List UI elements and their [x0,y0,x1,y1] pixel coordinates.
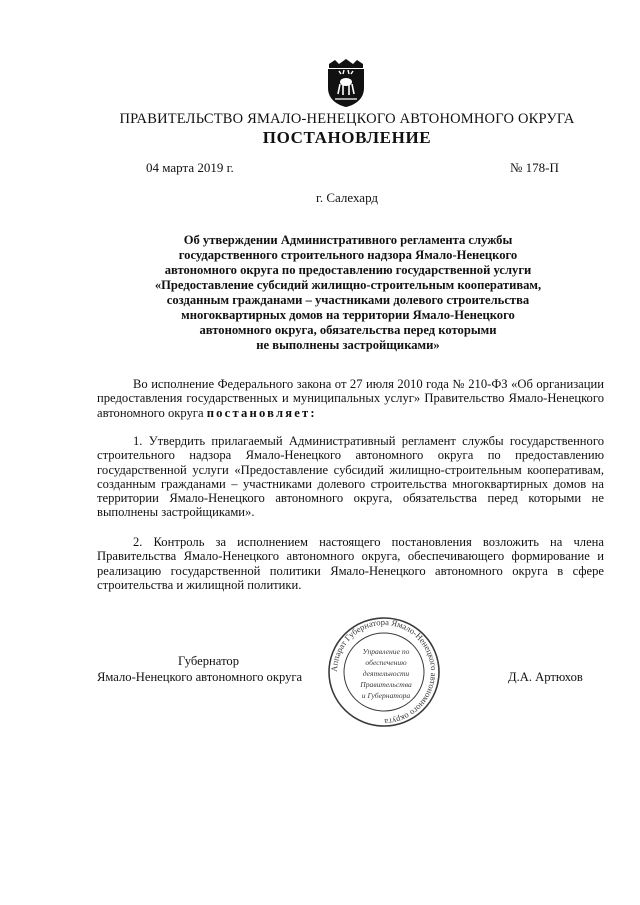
document-number: № 178-П [510,160,559,175]
seal-inner-line: Правительства [360,680,412,689]
title-line: созданным гражданами – участниками долевого строительства [166,293,530,307]
title-line: государственного строительного надзора Ямало-Ненецкого [178,248,518,262]
coat-of-arms [325,58,367,108]
title-line: многоквартирных домов на территории Ямало-Ненецкого [181,308,515,322]
document-type: ПОСТАНОВЛЕНИЕ [262,128,432,147]
title-line: автономного округа по предоставлению государственной услуги [164,263,532,277]
seal-inner-line: и Губернатора [361,691,411,700]
signatory-role: Губернатор [178,654,239,668]
signatory-name: Д.А. Артюхов [508,670,583,684]
title-line: автономного округа, обязательства перед которыми [199,323,497,337]
item-1-paragraph: 1. Утвердить прилагаемый Административный регламент службы государственного строительного надзора Ямало-Ненецкого автономного округа по предоставлению государственной услуги «Предоставление субсидий жилищно-строительным кооперативам, созданным гражданами – участниками долевого строительства многоквартирных домов на территории Ямало-Ненецкого автономного округа, обязательства перед которыми не выполнены застройщиками». [97,434,604,520]
document-title [118,233,578,353]
seal-outer-text: Аппарат Губернатора Ямало-Ненецкого автономного округа [328,616,440,728]
seal-inner-line: Управление по [362,647,410,656]
seal-inner-line: обеспечению [365,658,407,667]
title-line: не выполнены застройщиками» [256,338,440,352]
coat-of-arms-icon [325,58,367,108]
issuing-authority: ПРАВИТЕЛЬСТВО ЯМАЛО-НЕНЕЦКОГО АВТОНОМНОГО ОКРУГА [119,111,575,127]
seal-inner-line: деятельности [362,669,410,678]
preamble-text: Во исполнение Федерального закона от 27 июля 2010 года № 210-ФЗ «Об организации предоставления государственных и муниципальных услуг» Правительство Ямало-Ненецкого автономного округа [97,377,604,420]
document-date: 04 марта 2019 г. [146,160,234,175]
signatory-region: Ямало-Ненецкого автономного округа [97,670,303,684]
preamble-paragraph [97,377,604,420]
title-line: Об утверждении Административного регламента службы [183,233,513,247]
title-line: «Предоставление субсидий жилищно-строительным кооперативам, [154,278,542,292]
official-seal [324,614,444,730]
decree-word: постановляет: [206,405,317,420]
seal-icon [324,614,444,730]
document-city: г. Салехард [315,190,379,205]
item-2-paragraph: 2. Контроль за исполнением настоящего постановления возложить на члена Правительства Ямало-Ненецкого автономного округа, обеспечивающего формирование и реализацию государственной политики Ямало-Ненецкого автономного округа в сфере строительства и жилищной политики. [97,535,604,592]
